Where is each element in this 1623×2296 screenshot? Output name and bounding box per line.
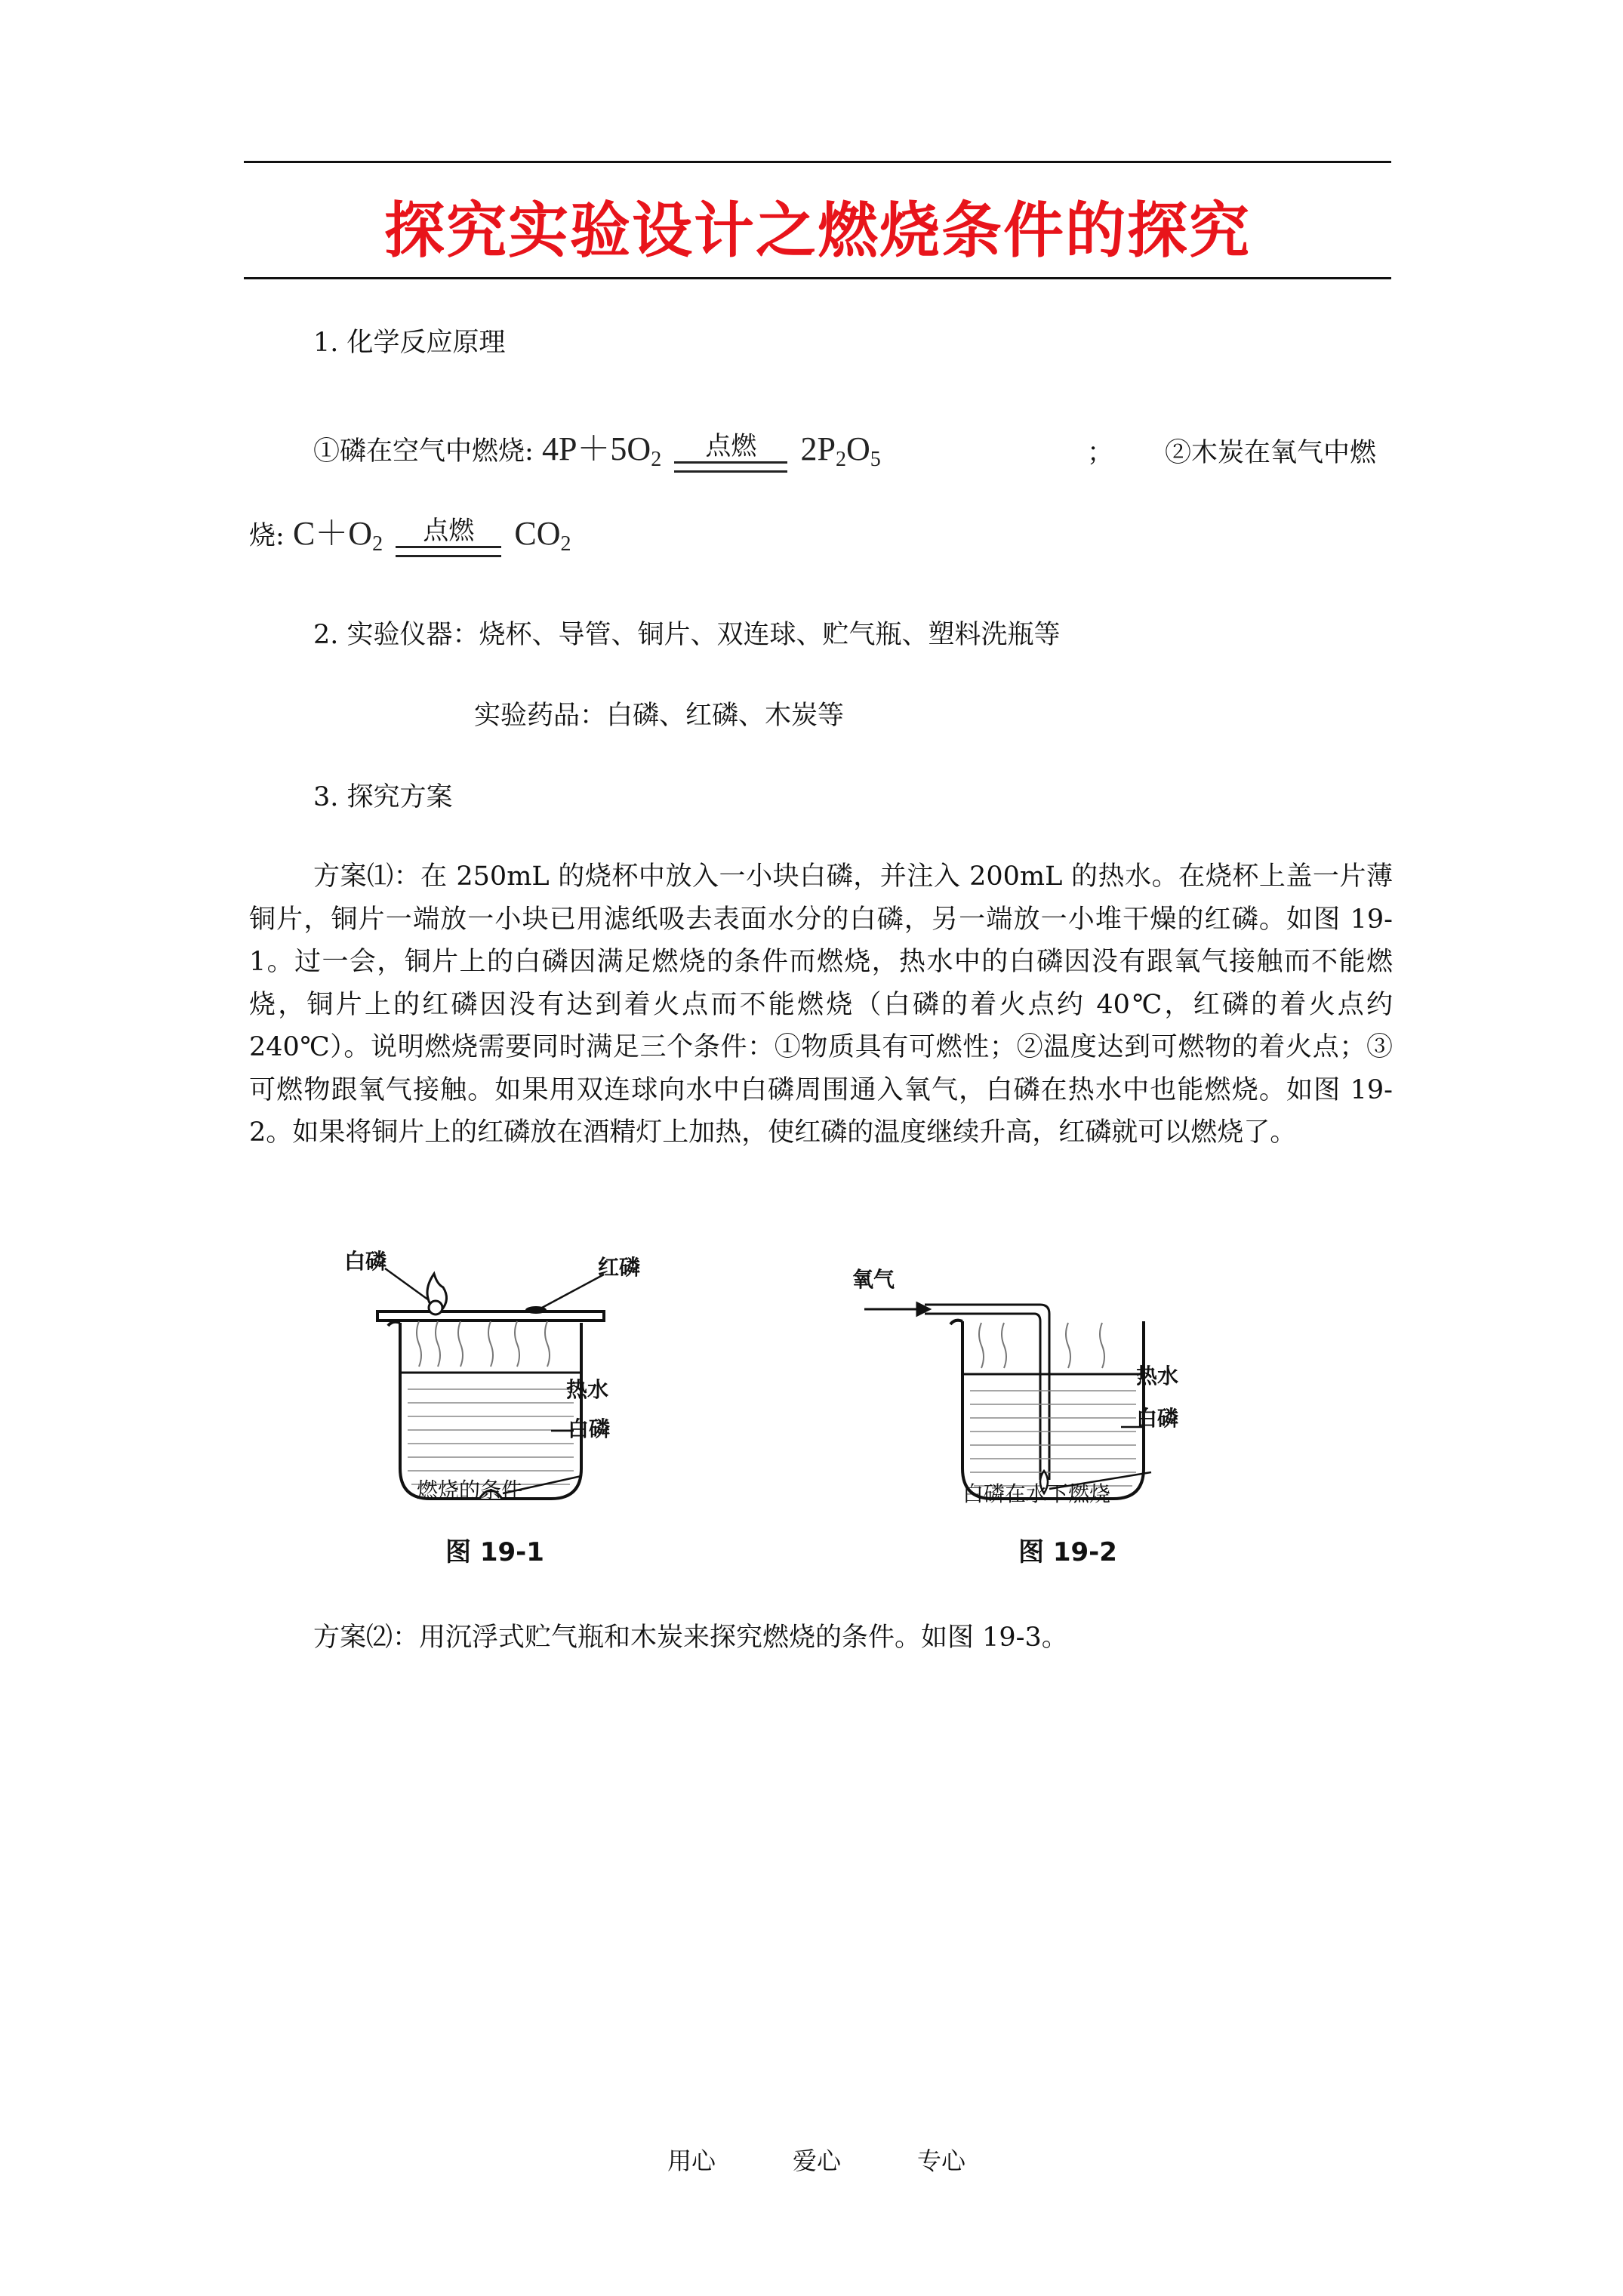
equation-1-products: $2P_2O_5$: [800, 430, 881, 471]
section-2-heading: 2. 实验仪器：烧杯、导管、铜片、双连球、贮气瓶、塑料洗瓶等: [313, 620, 1061, 650]
figure-19-2: [842, 1253, 1234, 1570]
oxygen-tube: [925, 1305, 1049, 1480]
figure-19-1-caption: 图 19-1: [445, 1537, 544, 1567]
label-white-phosphorus: 白磷: [1136, 1406, 1179, 1431]
white-phosphorus-top: [429, 1301, 442, 1314]
label-oxygen: 氧气: [852, 1267, 895, 1292]
figure-19-2-subcaption: 白磷在水下燃烧: [962, 1481, 1111, 1506]
equation-1-condition: 点燃: [674, 433, 787, 473]
figure-19-1-subcaption: 燃烧的条件: [417, 1478, 523, 1502]
equation-2-line: [249, 507, 571, 571]
equation-separator: ；: [1087, 438, 1114, 468]
label-hot-water: 热水: [566, 1377, 609, 1402]
equation-2-products: $CO_2$: [514, 515, 571, 556]
equation-2-prefix-a: ②木炭在氧气中燃: [1165, 438, 1377, 468]
beaker-body: [400, 1323, 581, 1499]
footer-item-3: 专心: [917, 2147, 966, 2175]
footer-item-2: 爱心: [793, 2147, 842, 2175]
page-title: 探究实验设计之燃烧条件的探究: [384, 195, 1251, 266]
copper-sheet: [377, 1311, 604, 1321]
title-underline: [244, 277, 1391, 279]
equation-2-condition: 点燃: [396, 517, 501, 557]
equation-2-prefix-b: 烧:: [249, 521, 285, 551]
equation-1-line: [313, 423, 881, 486]
section-2-drugs: 实验药品：白磷、红磷、木炭等: [474, 701, 845, 731]
plan-2-paragraph: 方案⑵：用沉浮式贮气瓶和木炭来探究燃烧的条件。如图 19-3。: [313, 1623, 1068, 1653]
equation-2-reactants: $C+O_2$: [292, 515, 383, 556]
figure-19-2-caption: 图 19-2: [1018, 1537, 1117, 1567]
plan-1-paragraph: 方案⑴：在 250mL 的烧杯中放入一小块白磷，并注入 200mL 的热水。在烧杯上盖一片薄铜片，铜片一端放一小块已用滤纸吸去表面水分的白磷，另一端放一小堆干燥的红磷。如图 19-1。过一会，铜片上的白磷因满足燃烧的条件而燃烧，热水中的白磷因没有跟氧气接触而不能燃烧，铜片上的红磷因没有达到着火点而不能燃烧（白磷的着火点约 40℃，红磷的着火点约 240℃）。说明燃烧需要同时满足三个条件：①物质具有可燃性；②温度达到可燃物的着火点；③可燃物跟氧气接触。如果用双连球向水中白磷周围通入氧气，白磷在热水中也能燃烧。如图 19-2。如果将铜片上的红磷放在酒精灯上加热，使红磷的温度继续升高，红磷就可以燃烧了。: [249, 861, 1393, 1148]
label-white-phosphorus: 白磷: [568, 1416, 611, 1441]
label-hot-water: 热水: [1136, 1364, 1179, 1388]
section-1-heading: 1. 化学反应原理: [313, 328, 506, 358]
equation-1-prefix: ①磷在空气中燃烧:: [313, 436, 534, 467]
section-3-heading: 3. 探究方案: [313, 782, 453, 812]
top-rule: [244, 161, 1391, 163]
figure-19-1: [332, 1238, 725, 1570]
footer-item-1: 用心: [667, 2147, 716, 2175]
label-white-phosphorus-top: 白磷: [344, 1249, 387, 1274]
equation-1-reactants: $4P+5O_2$: [541, 430, 662, 471]
label-red-phosphorus: 红磷: [598, 1255, 641, 1280]
